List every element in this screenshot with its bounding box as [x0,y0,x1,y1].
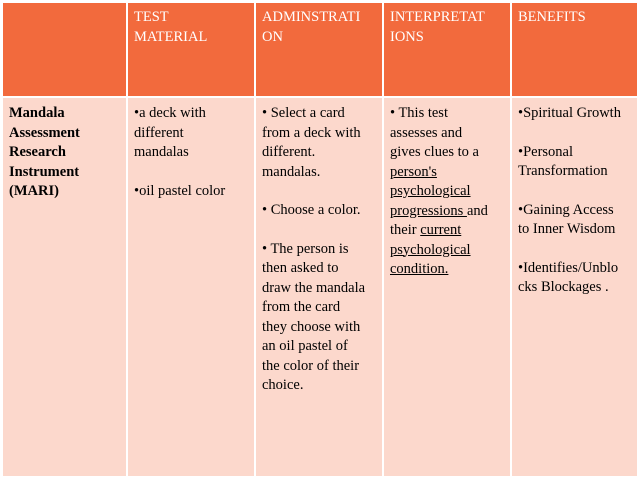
interpretations-cell: • This test assesses and gives clues to a person's psychological progressions and their current psychological condition. [383,97,511,477]
test-material-cell: •a deck with different mandalas •oil pastel color [127,97,255,477]
table-row [2,97,638,477]
link-psychological[interactable]: psychological [390,183,471,199]
link-psychological-2[interactable]: psychological [390,241,471,258]
header-administration: ADMINSTRATI ON [255,2,383,97]
administration-cell: • Select a card from a deck with different. mandalas. • Choose a color. • The person is then asked to draw the mandala from the card they choose with an oil pastel of the color of their choice. [255,97,383,477]
header-test-material: TEST MATERIAL [127,2,255,97]
row-title: Mandala Assessment Research Instrument (MARI) [2,97,127,477]
header-empty-cell [2,2,127,97]
benefits-cell: •Spiritual Growth •Personal Transformation •Gaining Access to Inner Wisdom •Identifies/Unblo cks Blockages . [511,97,638,477]
link-condition[interactable]: condition. [390,261,449,277]
link-current[interactable]: current [420,222,462,238]
header-interpretations: INTERPRETAT IONS [383,2,511,97]
link-persons[interactable]: person's [390,163,437,180]
header-benefits: BENEFITS [511,2,638,97]
header-row [2,2,638,97]
link-progressions[interactable]: progressions [390,202,467,219]
mari-table [1,1,638,478]
